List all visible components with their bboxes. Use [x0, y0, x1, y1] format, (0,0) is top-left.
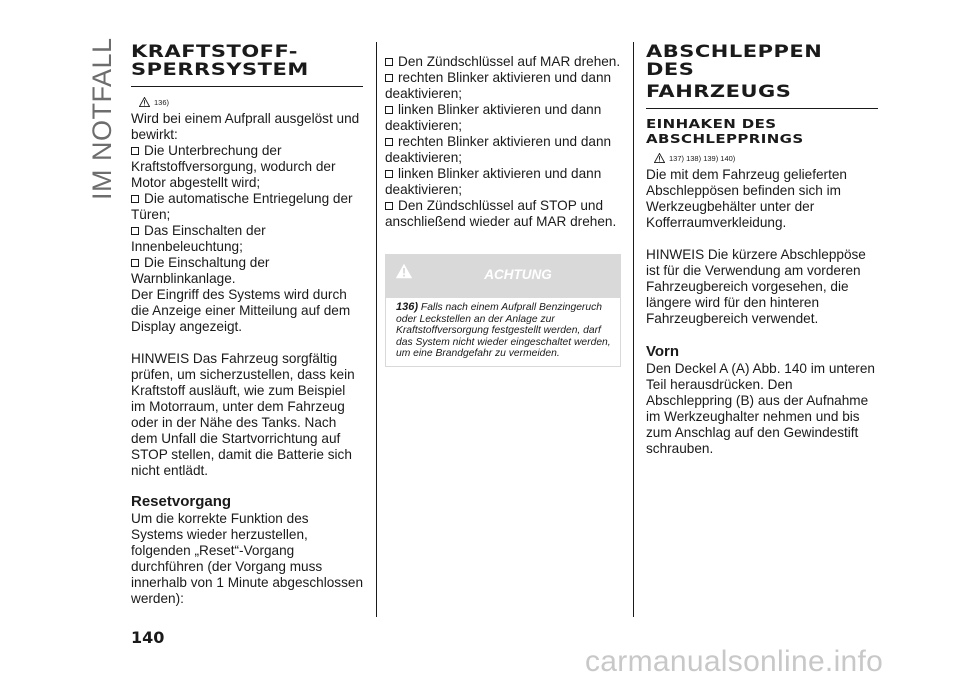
section-heading: [646, 42, 878, 109]
column-1: [131, 42, 363, 607]
heading-line: FAHRZEUGS: [646, 81, 792, 101]
list-item: [131, 143, 363, 191]
column-divider: [633, 42, 634, 617]
checkbox-bullet-icon: [385, 58, 393, 66]
paragraph: Den Deckel A (A) Abb. 140 im unteren Teil herausdrücken. Den Abschleppring (B) aus der Aufnahme im Werkzeughalter nehmen und bis zum Anschlag auf den Gewindestift schrauben.: [646, 361, 875, 456]
warning-references: [654, 151, 878, 165]
heading-line: KRAFTSTOFF-: [131, 41, 298, 61]
reference-numbers: 137) 138) 139) 140): [669, 153, 736, 163]
warning-label: ACHTUNG: [484, 267, 552, 282]
checkbox-bullet-icon: [131, 147, 139, 155]
warning-body: [385, 298, 621, 367]
checkbox-bullet-icon: [385, 106, 393, 114]
list-item: [385, 166, 621, 198]
section-side-tab: [82, 37, 122, 200]
paragraph: Die mit dem Fahrzeug gelieferten Abschleppösen befinden sich im Werkzeugbehälter unter der Kofferraumverkleidung.: [646, 167, 847, 230]
heading-line: ABSCHLEPPEN DES: [646, 41, 823, 79]
list-item: [385, 102, 621, 134]
column-divider: [376, 42, 377, 617]
list-item: [385, 134, 621, 166]
list-item-text: linken Blinker aktivieren und dann deaktivieren;: [385, 166, 602, 197]
list-item-text: Den Zündschlüssel auf MAR drehen.: [398, 54, 621, 69]
paragraph: Um die korrekte Funktion des Systems wieder herzustellen, folgenden „Reset“-Vorgang durchführen (der Vorgang muss innerhalb von 1 Minute abgeschlossen werden):: [131, 511, 364, 606]
list-item: [385, 54, 621, 70]
hinweis-note: HINWEIS Die kürzere Abschleppöse ist für die Verwendung am vorderen Fahrzeugbereich vorgesehen, die längere wird für den hinteren Fahrzeugbereich verwendet.: [646, 247, 866, 326]
list-item: [385, 198, 621, 230]
list-item-text: rechten Blinker aktivieren und dann deaktivieren;: [385, 134, 612, 165]
warning-header: [385, 254, 621, 298]
column-2: [385, 54, 621, 367]
warning-number: 136): [396, 301, 419, 313]
list-item-text: linken Blinker aktivieren und dann deaktivieren;: [385, 102, 602, 133]
list-item-text: Die Unterbrechung der Kraftstoffversorgung, wodurch der Motor abgestellt wird;: [131, 143, 336, 190]
heading-line: ABSCHLEPPRINGS: [646, 131, 804, 147]
list-item-text: Die automatische Entriegelung der Türen;: [131, 191, 353, 222]
list-item: [131, 255, 363, 287]
list-item-text: Das Einschalten der Innenbeleuchtung;: [131, 223, 266, 254]
subheading: Resetvorgang: [131, 493, 232, 510]
list-item-text: rechten Blinker aktivieren und dann deaktivieren;: [385, 70, 612, 101]
list-item-text: Den Zündschlüssel auf STOP und anschließend wieder auf MAR drehen.: [385, 198, 617, 229]
section-heading: [131, 42, 363, 87]
checkbox-bullet-icon: [385, 74, 393, 82]
warning-text: Falls nach einem Aufprall Benzingeruch oder Leckstellen an der Anlage zur Kraftstoffversorgung festgestellt werden, darf das System nicht wieder eingeschaltet werden, um eine Brandgefahr zu vermeiden.: [396, 302, 611, 360]
warning-references: [139, 95, 363, 109]
checkbox-bullet-icon: [131, 227, 139, 235]
heading-line: SPERRSYSTEM: [131, 59, 309, 79]
warning-icon: [654, 153, 665, 163]
section-side-tab-label: IM NOTFALL: [87, 37, 117, 200]
checkbox-bullet-icon: [385, 202, 393, 210]
checkbox-bullet-icon: [385, 170, 393, 178]
subheading: Vorn: [646, 343, 680, 360]
heading-line: EINHAKEN DES: [646, 116, 777, 132]
list-item: [385, 70, 621, 102]
checkbox-bullet-icon: [385, 138, 393, 146]
checkbox-bullet-icon: [131, 259, 139, 267]
watermark: carmanualsonline.info: [585, 645, 884, 678]
list-item: [131, 191, 363, 223]
subsection-heading: [646, 117, 878, 149]
page-number: 140: [131, 628, 165, 647]
checkbox-bullet-icon: [131, 195, 139, 203]
paragraph: Der Eingriff des Systems wird durch die Anzeige einer Mitteilung auf dem Display angezeigt.: [131, 287, 351, 334]
list-item-text: Die Einschaltung der Warnblinkanlage.: [131, 255, 270, 286]
reference-numbers: 136): [154, 97, 170, 107]
warning-icon: [139, 97, 150, 107]
intro-text: Wird bei einem Aufprall ausgelöst und bewirkt:: [131, 111, 360, 142]
list-item: [131, 223, 363, 255]
column-3: [646, 42, 878, 457]
hinweis-note: HINWEIS Das Fahrzeug sorgfältig prüfen, um sicherzustellen, dass kein Kraftstoff ausläuft, wie zum Beispiel im Motorraum, unter dem Fahrzeug oder in der Nähe des Tanks. Nach dem Unfall die Startvorrichtung auf STOP stellen, damit die Batterie sich nicht entlädt.: [131, 351, 355, 478]
